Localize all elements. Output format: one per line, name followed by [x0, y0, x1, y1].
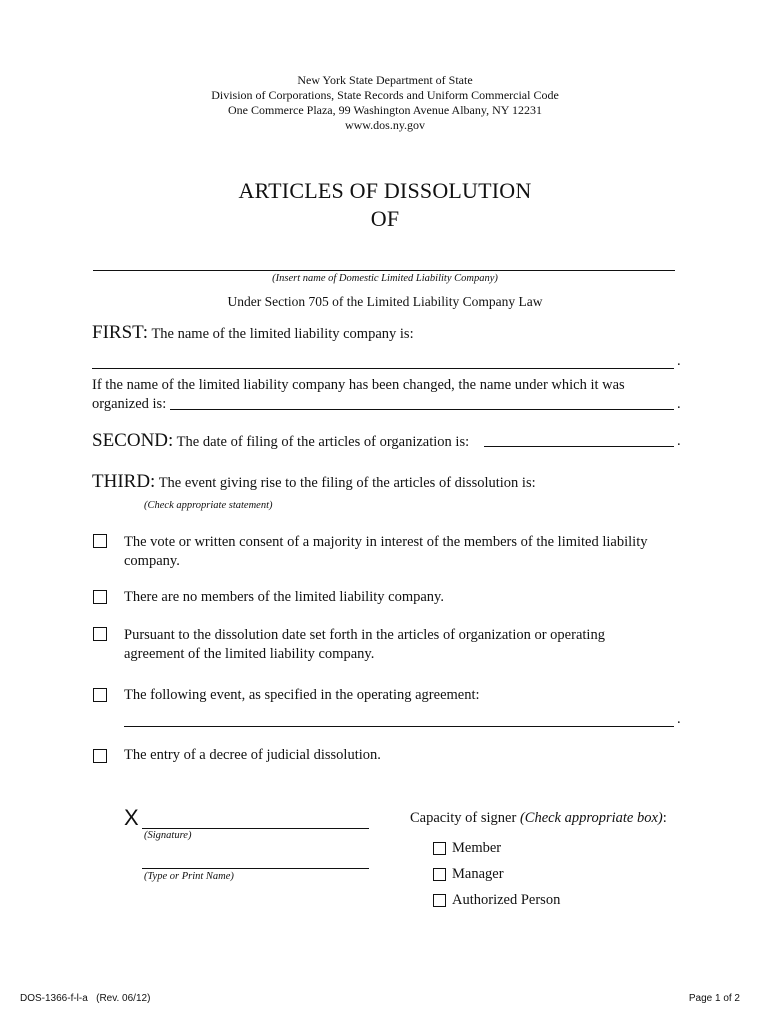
- signature-x-mark: X: [124, 805, 139, 830]
- period-mark: .: [677, 396, 681, 412]
- option-operating-agreement-event-checkbox[interactable]: [93, 688, 107, 702]
- organized-is-label: organized is:: [92, 396, 167, 412]
- agency-website[interactable]: www.dos.ny.gov: [344, 118, 426, 132]
- printed-name-caption: (Type or Print Name): [144, 871, 234, 882]
- second-section: [92, 431, 469, 452]
- option-judicial-decree-checkbox[interactable]: [93, 749, 107, 763]
- period-mark: .: [677, 433, 681, 449]
- third-label: THIRD:: [92, 471, 156, 492]
- third-note: (Check appropriate statement): [144, 500, 273, 511]
- option-judicial-decree-text: The entry of a decree of judicial dissolution.: [124, 747, 381, 763]
- capacity-member-label: Member: [452, 840, 502, 856]
- option-dissolution-date-checkbox[interactable]: [93, 627, 107, 641]
- agency-name: New York State Department of State: [297, 73, 473, 87]
- page-number: Page 1 of 2: [688, 993, 740, 1004]
- document-title-of: OF: [370, 206, 400, 231]
- printed-name-field[interactable]: [142, 868, 369, 869]
- division-name: Division of Corporations, State Records and Uniform Commercial Code: [211, 88, 559, 102]
- form-id: DOS-1366-f-l-a (Rev. 06/12): [20, 993, 151, 1004]
- name-changed-text: If the name of the limited liability company has been changed, the name under which it was: [92, 377, 625, 393]
- option-dissolution-date-text-cont: agreement of the limited liability company.: [124, 646, 375, 662]
- capacity-hint: (Check appropriate box): [519, 810, 663, 826]
- capacity-manager-checkbox[interactable]: [433, 868, 446, 881]
- company-name-field[interactable]: [93, 270, 675, 271]
- signature-field[interactable]: [142, 828, 369, 829]
- option-no-members-checkbox[interactable]: [93, 590, 107, 604]
- third-section: [92, 472, 536, 493]
- first-label: FIRST:: [92, 322, 149, 343]
- event-description-field[interactable]: [124, 726, 674, 727]
- capacity-label-text: Capacity of signer: [410, 810, 517, 826]
- document-title: ARTICLES OF DISSOLUTION: [238, 178, 532, 203]
- capacity-authorized-checkbox[interactable]: [433, 894, 446, 907]
- law-reference: Under Section 705 of the Limited Liability Company Law: [227, 294, 543, 309]
- capacity-label: [410, 809, 667, 828]
- option-operating-agreement-event-text: The following event, as specified in the operating agreement:: [124, 687, 480, 703]
- capacity-colon: :: [662, 810, 667, 826]
- second-text: The date of filing of the articles of organization is:: [176, 434, 470, 450]
- agency-address: One Commerce Plaza, 99 Washington Avenue Albany, NY 12231: [228, 103, 542, 117]
- period-mark: .: [677, 353, 681, 369]
- option-majority-vote-text: The vote or written consent of a majority in interest of the members of the limited liability: [124, 534, 648, 550]
- capacity-authorized-label: Authorized Person: [452, 892, 561, 908]
- llc-name-field[interactable]: [92, 368, 674, 369]
- capacity-manager-label: Manager: [452, 866, 504, 882]
- option-dissolution-date-text: Pursuant to the dissolution date set forth in the articles of organization or operating: [124, 627, 605, 643]
- capacity-member-checkbox[interactable]: [433, 842, 446, 855]
- first-section: [92, 323, 414, 344]
- option-majority-vote-text-cont: company.: [124, 553, 180, 569]
- period-mark: .: [677, 711, 681, 727]
- filing-date-field[interactable]: [484, 446, 674, 447]
- company-name-caption: (Insert name of Domestic Limited Liability Company): [272, 273, 498, 284]
- option-majority-vote-checkbox[interactable]: [93, 534, 107, 548]
- signature-caption: (Signature): [144, 830, 192, 841]
- first-text: The name of the limited liability company is:: [151, 326, 414, 342]
- second-label: SECOND:: [92, 430, 174, 451]
- option-no-members-text: There are no members of the limited liability company.: [124, 589, 444, 605]
- original-name-field[interactable]: [170, 409, 674, 410]
- third-text: The event giving rise to the filing of the articles of dissolution is:: [158, 475, 536, 491]
